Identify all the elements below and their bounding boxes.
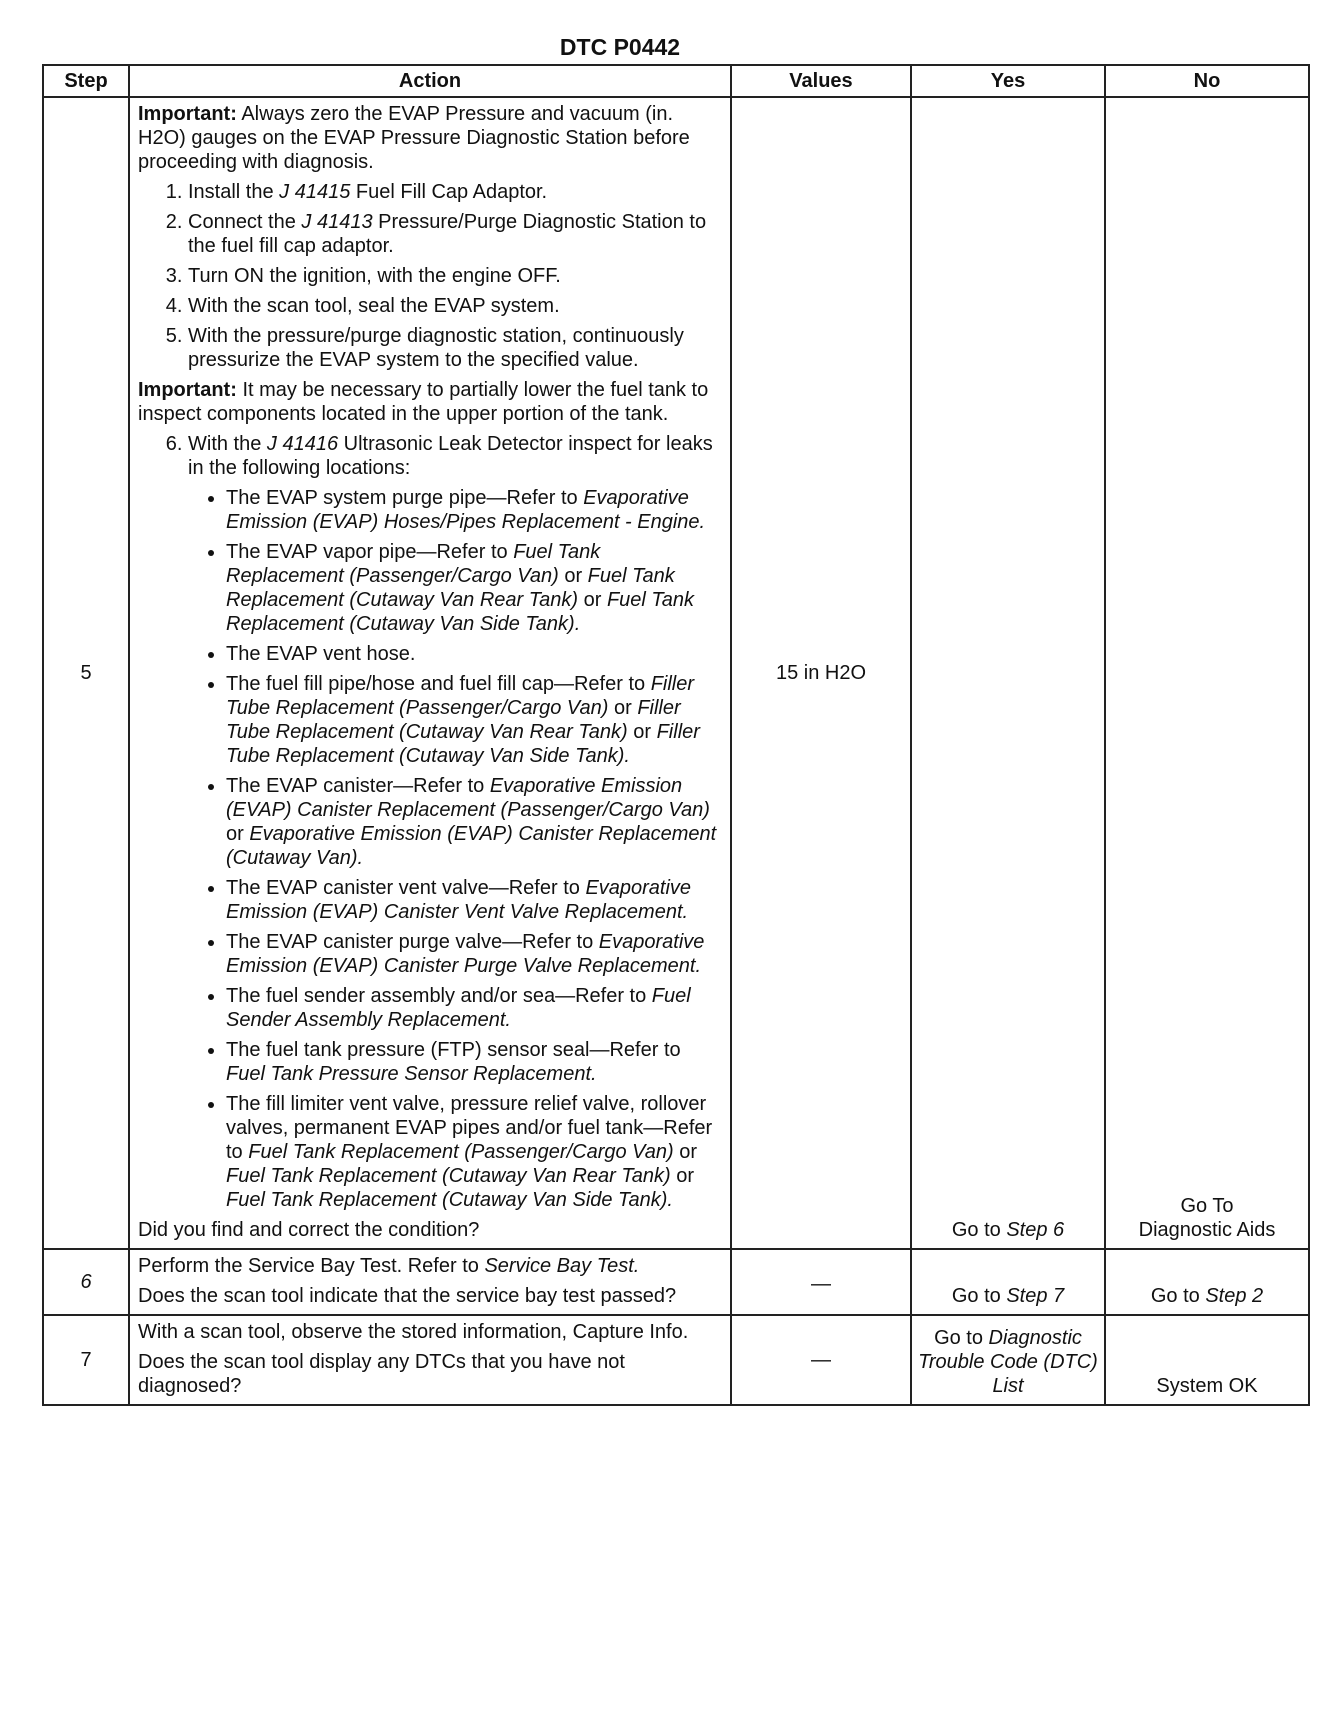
- list-item: • The fuel sender assembly and/or sea—Refer to Fuel Sender Assembly Replacement.: [226, 984, 722, 1032]
- header-values: Values: [731, 65, 911, 97]
- important-note: Important: Always zero the EVAP Pressure and vacuum (in. H2O) gauges on the EVAP Pressure Diagnostic Station before proceeding with diagnosis.: [138, 103, 690, 173]
- yes-cell: Go to Step 6: [911, 97, 1105, 1249]
- header-yes: Yes: [911, 65, 1105, 97]
- step-number: 5: [43, 97, 129, 1249]
- value-cell: —: [731, 1249, 911, 1315]
- list-item: • The EVAP canister purge valve—Refer to Evaporative Emission (EVAP) Canister Purge Valve Replacement.: [226, 930, 722, 978]
- list-item: 3. Turn ON the ignition, with the engine OFF.: [188, 264, 722, 288]
- action-cell: [129, 1249, 731, 1315]
- header-action: Action: [129, 65, 731, 97]
- list-item: • The EVAP vapor pipe—Refer to Fuel Tank Replacement (Passenger/Cargo Van) or Fuel Tank Replacement (Cutaway Van Rear Tank) or Fuel Tank Replacement (Cutaway Van Side Tank).: [226, 540, 722, 636]
- dtc-table: [42, 64, 1310, 1406]
- no-cell: Go to Step 2: [1105, 1249, 1309, 1315]
- list-item: • The EVAP canister—Refer to Evaporative Emission (EVAP) Canister Replacement (Passenger/Cargo Van) or Evaporative Emission (EVAP) Canister Replacement (Cutaway Van).: [226, 774, 722, 870]
- list-item: • The fill limiter vent valve, pressure relief valve, rollover valves, permanent EVAP pipes and/or fuel tank—Refer to Fuel Tank Replacement (Passenger/Cargo Van) or Fuel Tank Replacement (Cutaway Van Rear Tank) or Fuel Tank Replacement (Cutaway Van Side Tank).: [226, 1092, 722, 1212]
- list-item: 5. With the pressure/purge diagnostic station, continuously pressurize the EVAP system to the specified value.: [188, 324, 722, 372]
- important-note: Important: It may be necessary to partially lower the fuel tank to inspect components located in the upper portion of the tank.: [138, 379, 709, 425]
- table-row-step-5: [43, 97, 1309, 1249]
- table-header-row: [43, 65, 1309, 97]
- action-cell: [129, 97, 731, 1249]
- step-number: 6: [43, 1249, 129, 1315]
- action-cell: [129, 1315, 731, 1405]
- step-number: 7: [43, 1315, 129, 1405]
- question: Did you find and correct the condition?: [138, 1219, 480, 1241]
- list-item: 1. Install the J 41415 Fuel Fill Cap Adaptor.: [188, 180, 722, 204]
- no-cell: Go To Diagnostic Aids: [1105, 97, 1309, 1249]
- list-item: 2. Connect the J 41413 Pressure/Purge Diagnostic Station to the fuel fill cap adaptor.: [188, 210, 722, 258]
- list-item: • The EVAP vent hose.: [226, 642, 722, 666]
- question: Does the scan tool indicate that the service bay test passed?: [138, 1285, 677, 1307]
- no-cell: System OK: [1105, 1315, 1309, 1405]
- list-item: • The EVAP system purge pipe—Refer to Evaporative Emission (EVAP) Hoses/Pipes Replacement - Engine.: [226, 486, 722, 534]
- list-item: • The fuel tank pressure (FTP) sensor seal—Refer to Fuel Tank Pressure Sensor Replacement.: [226, 1038, 722, 1086]
- value-cell: —: [731, 1315, 911, 1405]
- procedure-steps: [138, 180, 722, 372]
- yes-cell: Go to Step 7: [911, 1249, 1105, 1315]
- value-cell: 15 in H2O: [731, 97, 911, 1249]
- list-item: • The EVAP canister vent valve—Refer to Evaporative Emission (EVAP) Canister Vent Valve Replacement.: [226, 876, 722, 924]
- table-row-step-7: [43, 1315, 1309, 1405]
- list-item: • The fuel fill pipe/hose and fuel fill cap—Refer to Filler Tube Replacement (Passenger/Cargo Van) or Filler Tube Replacement (Cutaway Van Rear Tank) or Filler Tube Replacement (Cutaway Van Side Tank).: [226, 672, 722, 768]
- header-no: No: [1105, 65, 1309, 97]
- procedure-steps: [138, 432, 722, 1212]
- header-step: Step: [43, 65, 129, 97]
- leak-locations: [188, 486, 722, 1212]
- page-title: DTC P0442: [559, 34, 681, 60]
- yes-cell: Go to Diagnostic Trouble Code (DTC) List: [911, 1315, 1105, 1405]
- list-item: 6. With the J 41416 Ultrasonic Leak Detector inspect for leaks in the following locations: • The EVAP system purge pipe—Refer to Evaporative Emission (EVAP) Hoses/Pipes Replacement - Engine. • The EVAP vapor pipe—Refer to Fuel Tank Replacement (Passenger/Cargo Van) or Fuel Tank Replacement (Cutaway Van Rear Tank) or Fuel Tank Replacement (Cutaway Van Side Tank). • The EVAP vent hose. • The fuel fill pipe/hose and fuel fill cap—Refer to Filler Tube Replacement (Passenger/Cargo Van) or Filler Tube Replacement (Cutaway Van Rear Tank) or Filler Tube Replacement (Cutaway Van Side Tank). • The EVAP canister—Refer to Evaporative Emission (EVAP) Canister Replacement (Passenger/Cargo Van) or Evaporative Emission (EVAP) Canister Replacement (Cutaway Van). • The EVAP canister vent valve—Refer to Evaporative Emission (EVAP) Canister Vent Valve Replacement. • The EVAP canister purge valve—Refer to Evaporative Emission (EVAP) Canister Purge Valve Replacement. • The fuel sender assembly and/or sea—Refer to Fuel Sender Assembly Replacement. • The fuel tank pressure (FTP) sensor seal—Refer to Fuel Tank Pressure Sensor Replacement. • The fill limiter vent valve, pressure relief valve, rollover valves, permanent EVAP pipes and/or fuel tank—Refer to Fuel Tank Replacement (Passenger/Cargo Van) or Fuel Tank Replacement (Cutaway Van Rear Tank) or Fuel Tank Replacement (Cutaway Van Side Tank).: [188, 432, 722, 1212]
- table-row-step-6: [43, 1249, 1309, 1315]
- question: Does the scan tool display any DTCs that you have not diagnosed?: [138, 1351, 625, 1397]
- list-item: 4. With the scan tool, seal the EVAP system.: [188, 294, 722, 318]
- instruction: With a scan tool, observe the stored information, Capture Info.: [138, 1321, 689, 1343]
- instruction: Perform the Service Bay Test. Refer to Service Bay Test.: [138, 1255, 640, 1277]
